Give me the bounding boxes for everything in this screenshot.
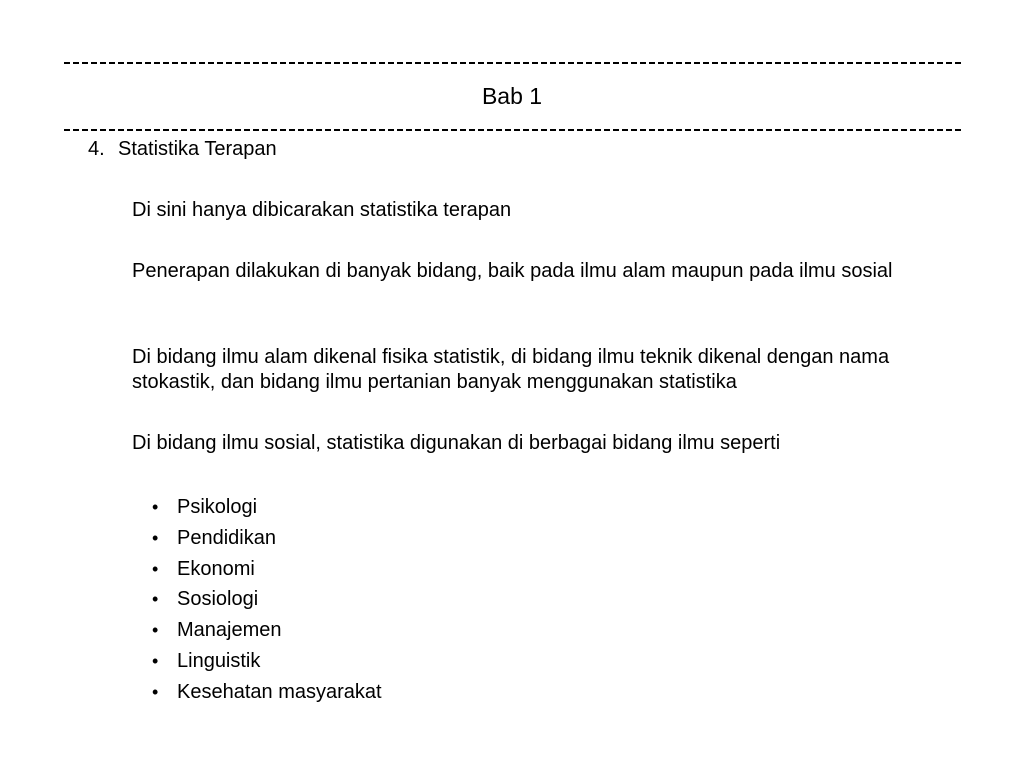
list-item-label: Linguistik [177, 649, 261, 672]
bullet-icon: • [152, 558, 159, 579]
list-item-label: Sosiologi [177, 588, 259, 611]
bullet-icon: • [152, 620, 159, 641]
list-item [152, 646, 382, 677]
list-item [152, 523, 382, 554]
top-dashed-divider [64, 62, 964, 64]
bottom-dashed-divider [64, 129, 964, 131]
paragraph-3: Di bidang ilmu alam dikenal fisika statistik, di bidang ilmu teknik dikenal dengan nama stokastik, dan bidang ilmu pertanian banyak menggunakan statistika [132, 346, 890, 393]
section-heading [88, 137, 277, 161]
bullet-icon: • [152, 650, 159, 671]
list-item-label: Manajemen [177, 619, 282, 642]
paragraph-1: Di sini hanya dibicarakan statistika terapan [132, 199, 512, 221]
slide-title: Bab 1 [481, 83, 543, 109]
list-item [152, 554, 382, 585]
bullet-icon: • [152, 589, 159, 610]
paragraph-2: Penerapan dilakukan di banyak bidang, baik pada ilmu alam maupun pada ilmu sosial [132, 260, 893, 282]
bullet-icon: • [152, 497, 159, 517]
section-number: 4. [88, 138, 105, 160]
list-item-label: Kesehatan masyarakat [177, 680, 382, 703]
bullet-icon: • [152, 681, 159, 702]
list-item [152, 492, 382, 523]
list-item [152, 677, 382, 708]
section-title: Statistika Terapan [118, 138, 277, 160]
list-item-label: Pendidikan [177, 526, 276, 549]
paragraph-4: Di bidang ilmu sosial, statistika digunakan di berbagai bidang ilmu seperti [132, 432, 781, 454]
list-item-label: Psikologi [177, 496, 258, 518]
list-item [152, 615, 382, 646]
list-item [152, 584, 382, 615]
field-bullet-list [152, 492, 382, 708]
list-item-label: Ekonomi [177, 557, 255, 580]
bullet-icon: • [152, 527, 159, 548]
